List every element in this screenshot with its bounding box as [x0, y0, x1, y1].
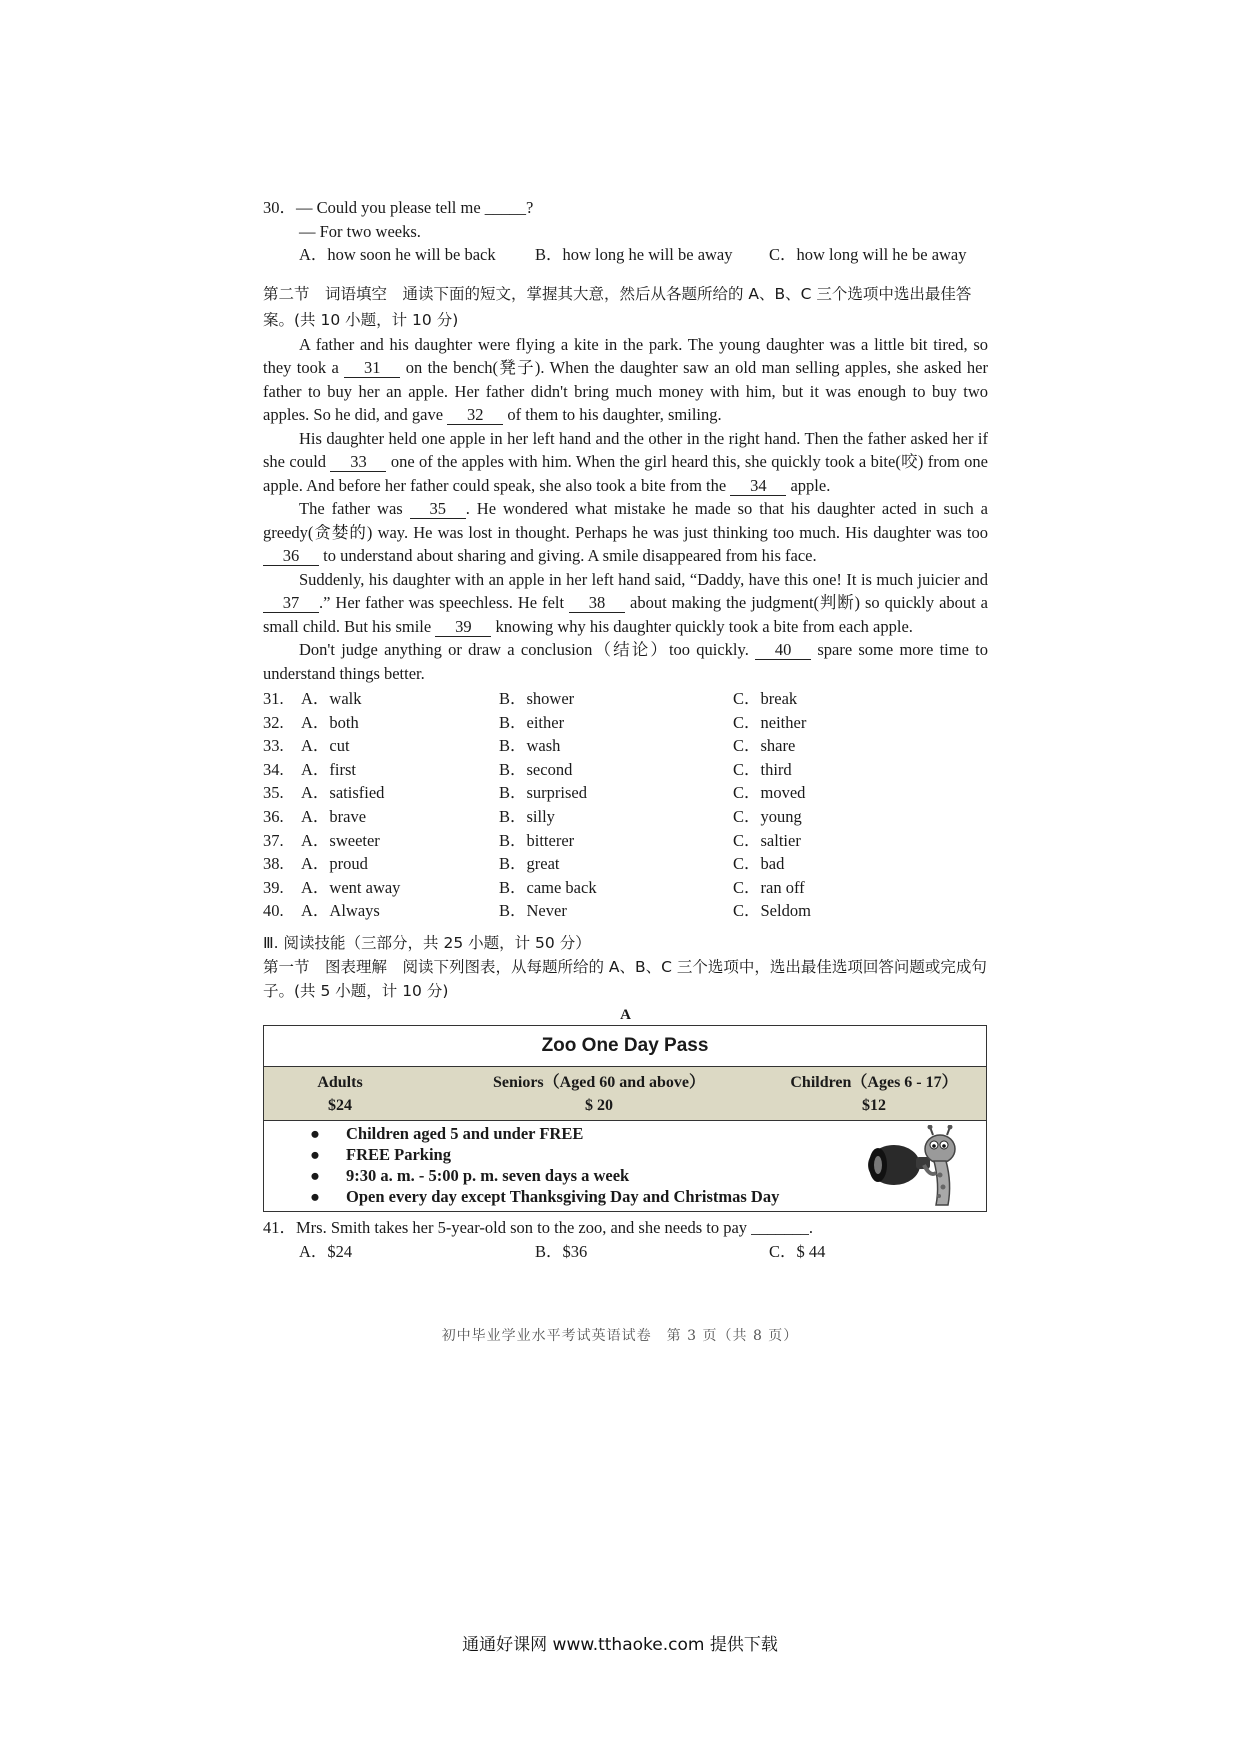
question-number: 33.	[263, 736, 284, 756]
question-number: 37.	[263, 830, 284, 850]
option-a-cell	[263, 899, 499, 923]
passage-text: Don't judge anything or draw a conclusion（结论）too quickly.	[299, 640, 749, 659]
option-a: A．went away	[301, 877, 401, 897]
passage-paragraph-1	[263, 333, 988, 427]
question-number: 35.	[263, 783, 284, 803]
blank-31: 31	[344, 359, 400, 378]
option-a-cell	[263, 687, 499, 711]
children-price: $12	[862, 1096, 886, 1114]
passage-text: about making the judgment(判断) so quickly about a small child. But his smile	[263, 593, 989, 636]
seniors-price: $ 20	[585, 1096, 613, 1114]
option-b: B．silly	[499, 806, 555, 826]
option-b: B．came back	[499, 877, 597, 897]
option-b: B．wash	[499, 736, 561, 756]
option-c: C．moved	[733, 783, 806, 803]
seniors-column	[464, 1071, 734, 1117]
passage-letter: A	[620, 1006, 631, 1023]
question-30-prompt: 30．— Could you please tell me _____?	[263, 198, 534, 217]
adults-label: Adults	[317, 1073, 363, 1091]
option-a-cell	[263, 829, 499, 853]
option-row	[263, 687, 988, 711]
option-c: C．$ 44	[769, 1241, 826, 1261]
section-2-heading: 第二节 词语填空 通读下面的短文，掌握其大意，然后从各题所给的 A、B、C 三个选项中选出最佳答案。(共 10 小题，计 10 分)	[263, 284, 972, 329]
exam-page	[263, 196, 988, 1264]
blank-34: 34	[730, 477, 786, 496]
page-footer: 初中毕业学业水平考试英语试卷 第 3 页（共 8 页）	[441, 1328, 799, 1344]
option-c: C．break	[733, 689, 798, 708]
bullet-icon: ●	[310, 1186, 320, 1206]
option-a: A．cut	[301, 736, 350, 756]
option-row	[263, 829, 988, 853]
pass-rules	[264, 1121, 986, 1211]
blank-33: 33	[330, 453, 386, 472]
bullet-icon: ●	[310, 1144, 320, 1164]
option-b: B．shower	[499, 689, 575, 708]
option-a-cell	[263, 852, 499, 876]
site-credit: 通通好课网 www.tthaoke.com 提供下载	[462, 1635, 778, 1655]
zoo-pass-table	[263, 1025, 987, 1212]
option-c: C．young	[733, 806, 802, 826]
option-row	[263, 758, 988, 782]
option-c: C．saltier	[733, 830, 801, 850]
option-c: C．neither	[733, 712, 807, 732]
question-30-reply: — For two weeks.	[299, 221, 421, 241]
option-row	[263, 734, 988, 758]
option-c: C．bad	[733, 854, 785, 874]
option-row	[263, 876, 988, 900]
part-3-heading: Ⅲ. 阅读技能（三部分，共 25 小题，计 50 分）	[263, 933, 591, 952]
zoo-pass-title: Zoo One Day Pass	[264, 1026, 986, 1067]
option-a-cell	[263, 758, 499, 782]
question-number: 32.	[263, 712, 284, 732]
bullet-icon: ●	[310, 1123, 320, 1143]
question-number: 40.	[263, 901, 284, 921]
passage-text: of them to his daughter, smiling.	[507, 405, 722, 424]
passage-paragraph-2	[263, 427, 988, 498]
option-c: C．share	[733, 736, 796, 756]
option-b: B．bitterer	[499, 830, 575, 850]
option-a: A．sweeter	[301, 830, 380, 850]
passage-text: spare some more time to understand things better.	[263, 640, 989, 683]
blank-32: 32	[447, 406, 503, 425]
rule-text: Open every day except Thanksgiving Day and Christmas Day	[346, 1186, 780, 1206]
option-a: A．first	[301, 759, 356, 779]
question-41	[263, 1216, 988, 1264]
seniors-label: Seniors（Aged 60 and above）	[492, 1073, 706, 1091]
option-a: A．Always	[301, 901, 380, 921]
option-a-cell	[263, 876, 499, 900]
option-row	[263, 899, 988, 923]
option-a-cell	[263, 781, 499, 805]
blank-35: 35	[410, 500, 466, 519]
passage-paragraph-5	[263, 638, 988, 685]
question-number: 38.	[263, 854, 284, 874]
option-c: C．third	[733, 759, 792, 779]
question-41-prompt: 41．Mrs. Smith takes her 5-year-old son to the zoo, and she needs to pay _______.	[263, 1217, 814, 1237]
passage-text: . He wondered what mistake he made so that his daughter acted in such a greedy(贪婪的) way. He was lost in thought. Perhaps he was just thinking too much. His daughter was too	[263, 499, 988, 542]
passage-text: to understand about sharing and giving. A smile disappeared from his face.	[323, 546, 817, 565]
passage-text: The father was	[299, 499, 403, 518]
rule-text: FREE Parking	[346, 1144, 451, 1164]
option-b: B．Never	[499, 901, 567, 921]
option-c: C．Seldom	[733, 901, 811, 921]
option-row	[263, 805, 988, 829]
blank-37: 37	[263, 594, 319, 613]
rule-text: 9:30 a. m. - 5:00 p. m. seven days a week	[346, 1165, 630, 1185]
passage-text: one of the apples with him. When the girl heard this, she quickly took a bite(咬) from one apple. And before her father could speak, she also took a bite from the	[263, 452, 989, 495]
passage-text: A father and his daughter were flying a kite in the park. The young daughter was a little bit tired, so they took a	[263, 334, 988, 377]
children-column	[774, 1071, 974, 1117]
giraffe-megaphone-icon	[864, 1125, 968, 1209]
passage-text: apple.	[790, 475, 831, 495]
question-number: 36.	[263, 806, 284, 826]
option-b: B．surprised	[499, 783, 587, 803]
option-a-cell	[263, 711, 499, 735]
question-41-options	[263, 1240, 988, 1264]
option-a: A．satisfied	[301, 783, 385, 803]
children-label: Children（Ages 6 - 17）	[790, 1073, 958, 1091]
option-b: B．how long he will be away	[535, 245, 733, 264]
option-b: B．second	[499, 759, 573, 779]
price-row	[264, 1067, 986, 1121]
option-row	[263, 781, 988, 805]
option-a: A．walk	[301, 689, 362, 708]
passage-text: on the bench(凳子). When the daughter saw an old man selling apples, she asked her father to buy her an apple. Her father didn't bring much money with him, but it was enough to buy two apples. So he did, and gave	[263, 358, 988, 424]
option-row	[263, 711, 988, 735]
passage-text: Suddenly, his daughter with an apple in her left hand said, “Daddy, have this one! It is much juicier and	[299, 569, 988, 589]
rule-text: Children aged 5 and under FREE	[346, 1123, 584, 1143]
question-number: 31.	[263, 689, 284, 708]
passage-text: knowing why his daughter quickly took a bite from each apple.	[495, 616, 913, 636]
question-30	[263, 196, 988, 267]
passage-paragraph-4	[263, 568, 988, 639]
passage-paragraph-3	[263, 497, 988, 568]
bullet-icon: ●	[310, 1165, 320, 1185]
option-a: A．proud	[301, 854, 368, 874]
question-number: 39.	[263, 877, 284, 897]
question-number: 34.	[263, 759, 284, 779]
option-b: B．$36	[535, 1241, 588, 1261]
option-a: A．brave	[301, 806, 367, 826]
blank-40: 40	[755, 641, 811, 660]
passage-text: His daughter held one apple in her left hand and the other in the right hand. Then the father asked her if she could	[263, 428, 988, 471]
blank-38: 38	[569, 594, 625, 613]
passage-text: .” Her father was speechless. He felt	[319, 593, 565, 612]
option-a: A．both	[301, 712, 359, 732]
part-3	[263, 931, 988, 1025]
option-b: B．either	[499, 712, 565, 732]
option-a-cell	[263, 734, 499, 758]
option-c: C．ran off	[733, 877, 805, 897]
option-c: C．how long will he be away	[769, 245, 967, 264]
blank-36: 36	[263, 547, 319, 566]
part-3-section-1-heading: 第一节 图表理解 阅读下列图表，从每题所给的 A、B、C 三个选项中，选出最佳选项回答问题或完成句子。(共 5 小题，计 10 分)	[263, 957, 987, 1000]
adults-price: $24	[328, 1096, 352, 1114]
cloze-options	[263, 687, 988, 923]
blank-39: 39	[435, 618, 491, 637]
option-a: A．how soon he will be back	[299, 245, 496, 264]
adults-column	[310, 1071, 370, 1117]
option-row	[263, 852, 988, 876]
option-b: B．great	[499, 854, 560, 874]
question-30-options	[263, 243, 988, 267]
option-a: A．$24	[299, 1241, 353, 1261]
option-a-cell	[263, 805, 499, 829]
